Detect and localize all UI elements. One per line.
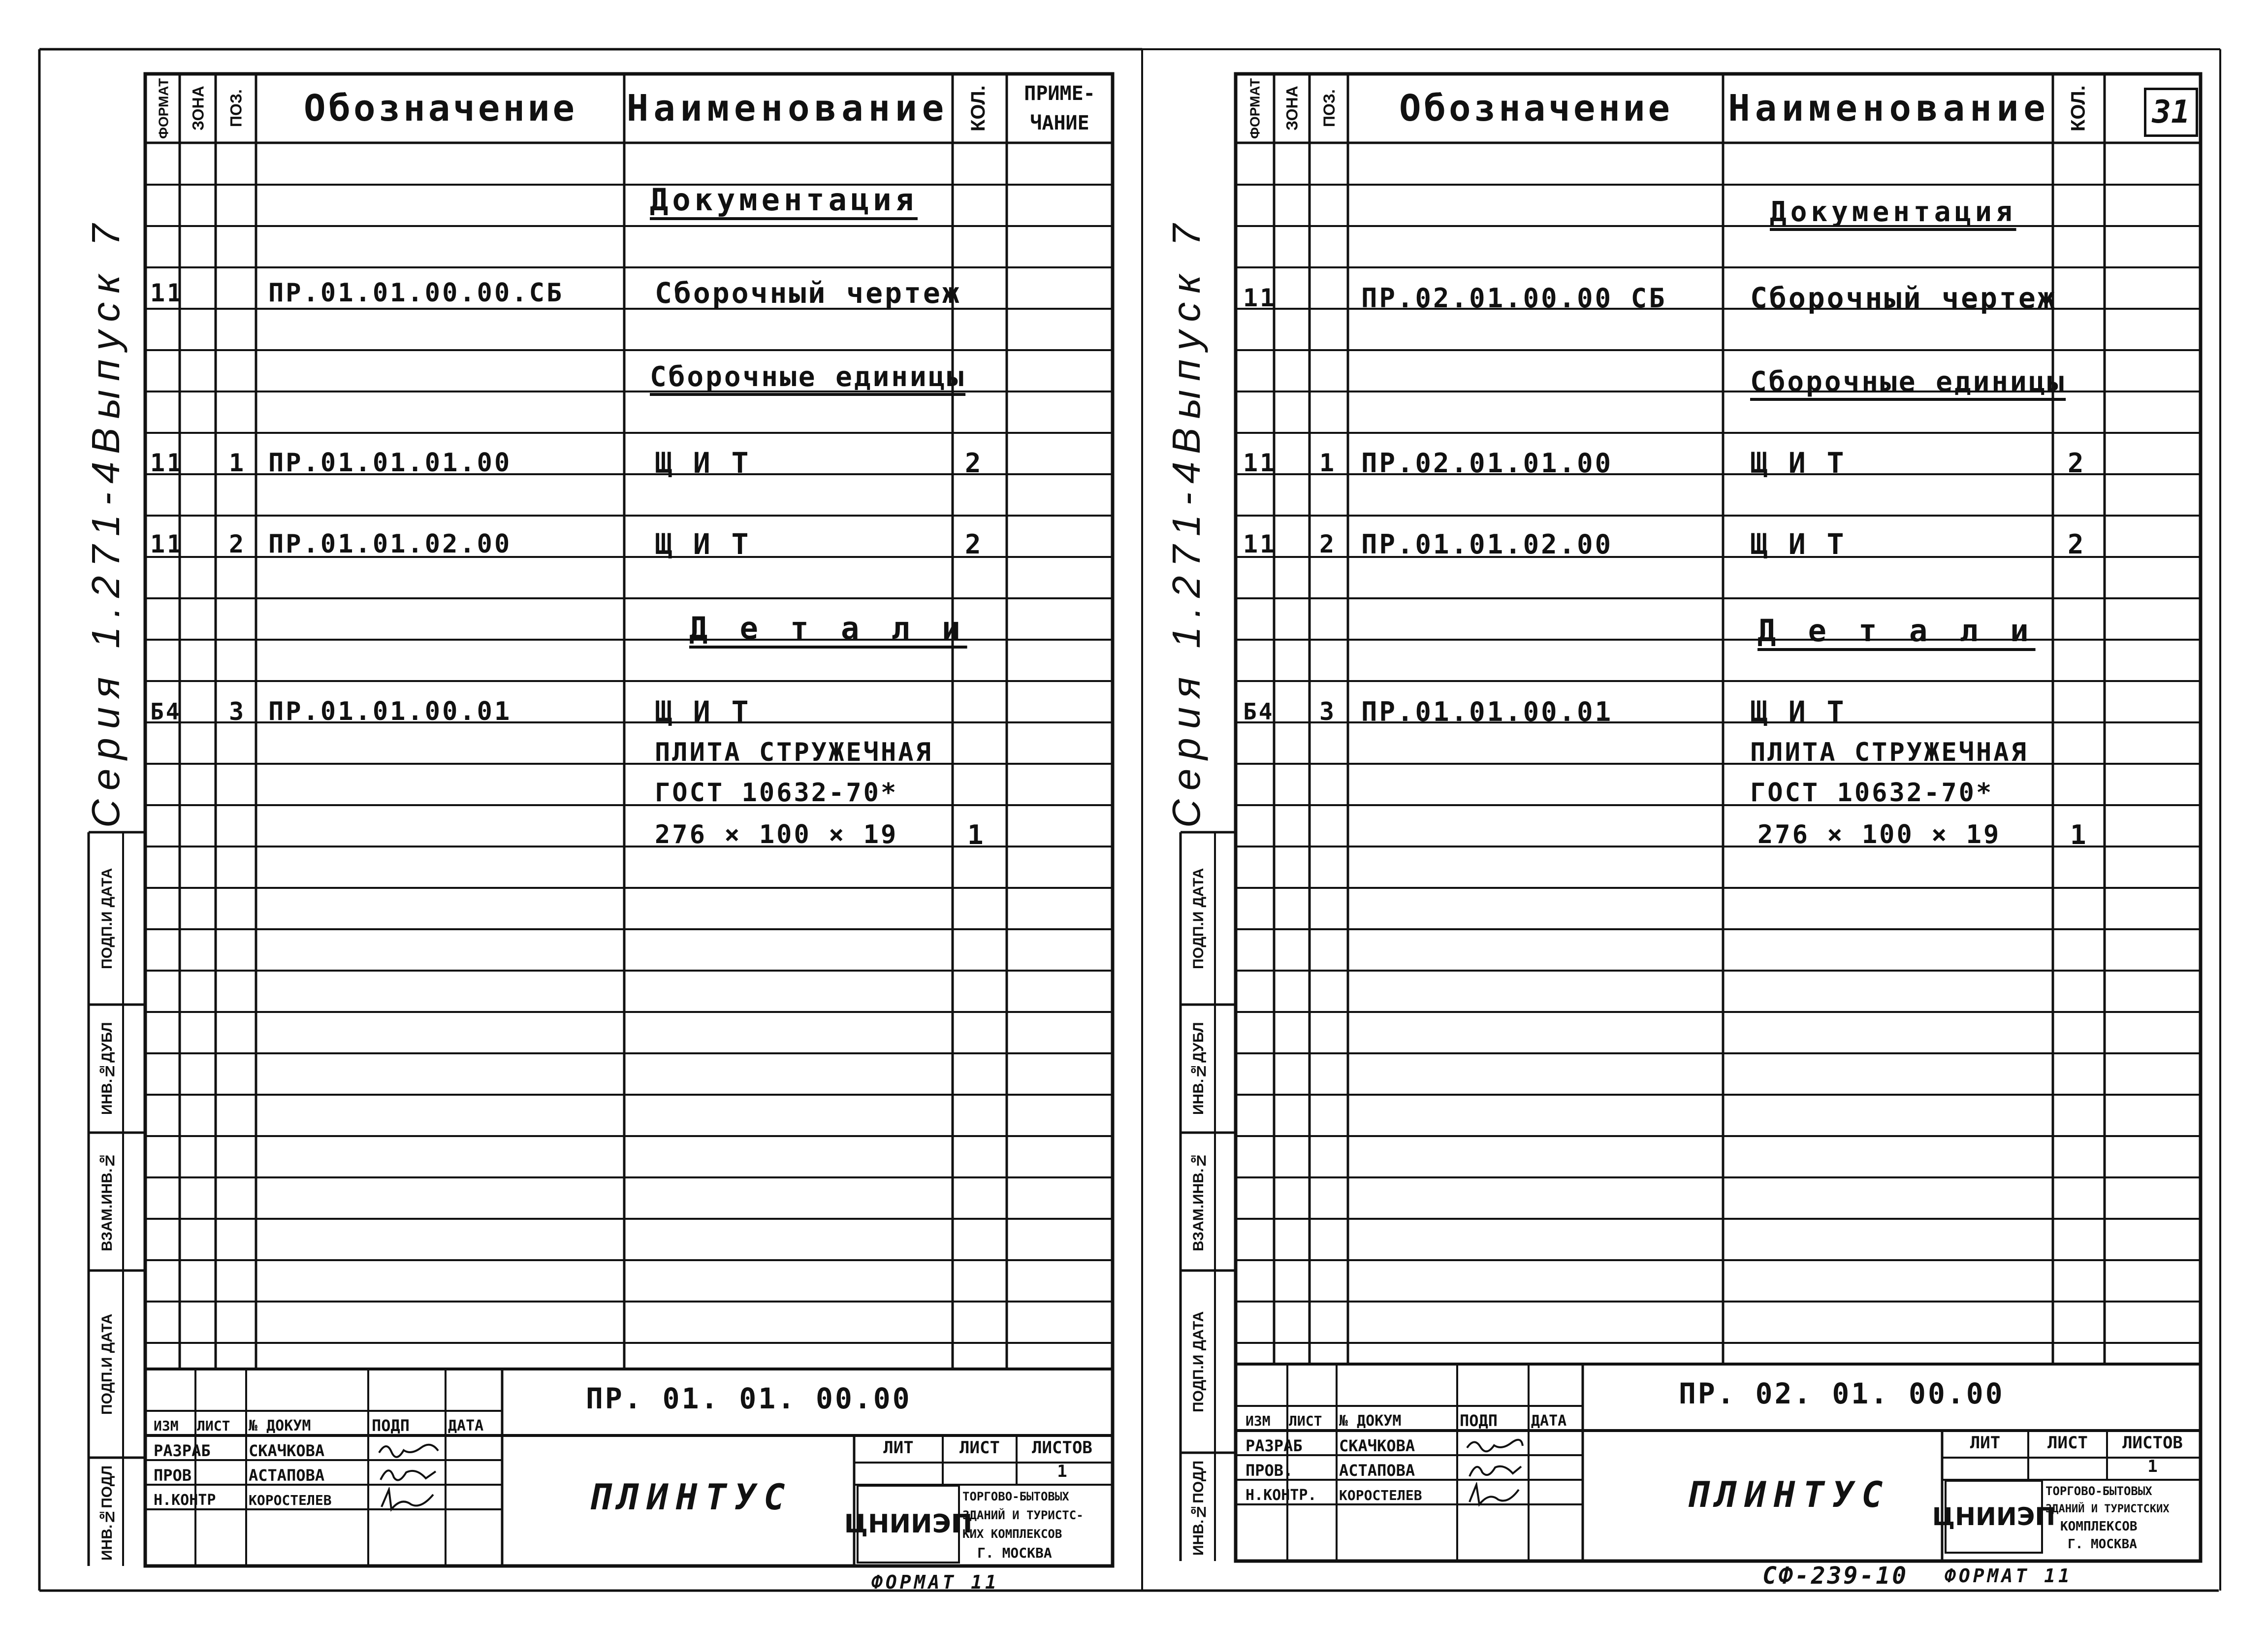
margin-label-inv-podl: ИНВ.№ПОДЛ — [1190, 1460, 1207, 1556]
org-logo: ЦНИИЭП — [1945, 1480, 2043, 1554]
row6-name: ГОСТ 10632-70* — [655, 778, 898, 808]
stamp-col-izm: ИЗМ — [154, 1417, 179, 1434]
row1-designation: ПР.02.01.00.00 СБ — [1361, 282, 1667, 314]
row3-quantity: 2 — [2068, 528, 2086, 560]
stamp-razrab-role: РАЗРАБ — [154, 1441, 211, 1460]
header-designation: Обозначение — [1399, 87, 1673, 130]
row2-quantity: 2 — [2068, 447, 2086, 479]
margin-label-inv-dubl: ИНВ.№ДУБЛ — [99, 1022, 115, 1115]
stamp-razrab-role: РАЗРАБ — [1246, 1436, 1303, 1455]
org-line-3: КОМПЛЕКСОВ — [2060, 1519, 2138, 1534]
stamp-title: ПЛИНТУС — [1686, 1474, 1891, 1515]
row2-position: 1 — [1319, 449, 1337, 477]
row7-name: 276 × 100 × 19 — [655, 820, 898, 849]
row1-format: 11 — [150, 279, 184, 307]
row5-name: ПЛИТА СТРУЖЕЧНАЯ — [655, 738, 933, 767]
signature-razrab — [1465, 1433, 1524, 1458]
row2-quantity: 2 — [965, 447, 983, 479]
row4-format: Б4 — [150, 698, 182, 725]
header-note-line2: ЧАНИЕ — [1030, 112, 1089, 134]
stamp-lit: ЛИТ — [1970, 1433, 2001, 1453]
row4-name: Щ И Т — [1750, 695, 1846, 728]
section-details: Д е т а л и — [1757, 612, 2036, 649]
stamp-prov-role: ПРОВ. — [1246, 1461, 1293, 1480]
issue-label: Выпуск 7 — [84, 215, 128, 455]
row4-position: 3 — [1319, 697, 1337, 726]
org-line-4: Г. МОСКВА — [2068, 1537, 2137, 1552]
stamp-prov-name: АСТАПОВА — [1339, 1461, 1415, 1480]
stamp-col-data: ДАТА — [1531, 1412, 1567, 1430]
stamp-list: ЛИСТ — [2047, 1433, 2088, 1453]
stamp-nkontr-role: Н.КОНТР — [154, 1491, 216, 1509]
row3-quantity: 2 — [965, 528, 983, 560]
margin-label-vzam-inv: ВЗАМ.ИНВ.№ — [1190, 1152, 1207, 1251]
section-assembly-units: Сборочные единицы — [1750, 365, 2066, 398]
row1-name: Сборочный чертеж — [1750, 281, 2057, 315]
issue-label: Выпуск 7 — [1164, 215, 1208, 455]
footer-format: ФОРМАТ 11 — [871, 1571, 999, 1593]
header-zone: ЗОНА — [189, 86, 207, 131]
row4-designation: ПР.01.01.00.01 — [1361, 696, 1613, 727]
signature-nkontr — [1465, 1482, 1524, 1509]
margin-label-podp-data-2: ПОДП.И ДАТА — [1190, 868, 1207, 969]
signature-nkontr — [377, 1487, 441, 1514]
row3-designation: ПР.01.01.02.00 — [1361, 528, 1613, 560]
row2-designation: ПР.01.01.01.00 — [268, 448, 512, 478]
stamp-col-list: ЛИСТ — [1289, 1412, 1322, 1429]
org-line-2: ЗДАНИЙ И ТУРИСТСКИХ — [2045, 1502, 2170, 1515]
header-quantity: КОЛ. — [2067, 85, 2089, 131]
series-label: Серия 1.271-4 — [1164, 453, 1208, 828]
section-documentation: Документация — [1770, 195, 2016, 228]
page-number: 31 — [2144, 88, 2198, 137]
header-position: ПОЗ. — [227, 89, 245, 128]
row2-name: Щ И Т — [1750, 446, 1846, 480]
row3-format: 11 — [1243, 530, 1277, 558]
section-details: Д е т а л и — [689, 610, 967, 646]
row4-name: Щ И Т — [655, 695, 751, 728]
stamp-prov-name: АСТАПОВА — [249, 1466, 325, 1485]
signature-prov — [377, 1463, 441, 1487]
section-documentation: Документация — [650, 181, 918, 218]
stamp-title: ПЛИНТУС — [588, 1476, 793, 1518]
row3-format: 11 — [150, 530, 184, 558]
header-format: ФОРМАТ — [156, 78, 171, 139]
stamp-listov: ЛИСТОВ — [2122, 1433, 2183, 1453]
row3-designation: ПР.01.01.02.00 — [268, 529, 512, 559]
header-name: Наименование — [626, 87, 949, 130]
header-note-line1: ПРИМЕ- — [1024, 82, 1095, 105]
stamp-nkontr-name: КОРОСТЕЛЕВ — [1339, 1487, 1422, 1503]
stamp-code: ПР. 01. 01. 00.00 — [586, 1382, 912, 1415]
stamp-col-ndokum: № ДОКУМ — [1339, 1412, 1402, 1430]
signature-razrab — [377, 1438, 441, 1463]
row2-format: 11 — [1243, 449, 1277, 477]
stamp-prov-role: ПРОВ — [154, 1466, 192, 1485]
header-zone: ЗОНА — [1283, 86, 1301, 131]
row1-format: 11 — [1243, 284, 1277, 312]
stamp-lit: ЛИТ — [883, 1438, 914, 1458]
stamp-razrab-name: СКАЧКОВА — [1339, 1436, 1415, 1455]
row2-designation: ПР.02.01.01.00 — [1361, 447, 1613, 479]
stamp-col-izm: ИЗМ — [1246, 1412, 1271, 1429]
margin-label-inv-dubl: ИНВ.№ДУБЛ — [1190, 1022, 1207, 1115]
header-position: ПОЗ. — [1320, 89, 1338, 128]
org-line-4: Г. МОСКВА — [977, 1544, 1052, 1561]
row2-position: 1 — [229, 449, 246, 477]
section-assembly-units: Сборочные единицы — [650, 360, 966, 393]
margin-label-podp-data-1: ПОДП.И ДАТА — [1190, 1311, 1207, 1412]
margin-label-podp-data-2: ПОДП.И ДАТА — [99, 868, 115, 969]
stamp-col-ndokum: № ДОКУМ — [249, 1417, 311, 1434]
org-line-2: ЗДАНИЙ И ТУРИСТС- — [962, 1508, 1084, 1522]
row7-name: 276 × 100 × 19 — [1757, 820, 2001, 849]
header-name: Наименование — [1728, 87, 2050, 130]
row6-name: ГОСТ 10632-70* — [1750, 778, 1994, 808]
row4-designation: ПР.01.01.00.01 — [268, 697, 512, 726]
margin-label-podp-data-1: ПОДП.И ДАТА — [99, 1313, 115, 1415]
header-format: ФОРМАТ — [1247, 78, 1263, 139]
row1-name: Сборочный чертеж — [655, 276, 961, 310]
signature-prov — [1465, 1458, 1524, 1482]
stamp-col-list: ЛИСТ — [197, 1417, 230, 1434]
stamp-nkontr-name: КОРОСТЕЛЕВ — [249, 1492, 332, 1508]
row5-name: ПЛИТА СТРУЖЕЧНАЯ — [1750, 738, 2028, 767]
footer-format: ФОРМАТ 11 — [1945, 1565, 2073, 1587]
row4-format: Б4 — [1243, 698, 1275, 725]
footer-stamp-code: СФ-239-10 — [1762, 1562, 1909, 1590]
margin-label-vzam-inv: ВЗАМ.ИНВ.№ — [99, 1152, 115, 1251]
row3-name: Щ И Т — [655, 527, 751, 561]
row3-position: 2 — [1319, 530, 1337, 558]
row3-name: Щ И Т — [1750, 527, 1846, 561]
series-label: Серия 1.271-4 — [84, 453, 128, 828]
stamp-listov-value: 1 — [2147, 1456, 2158, 1476]
row7-quantity: 1 — [967, 819, 986, 850]
row2-format: 11 — [150, 449, 184, 477]
row3-position: 2 — [229, 530, 246, 558]
stamp-code: ПР. 02. 01. 00.00 — [1679, 1377, 2005, 1410]
stamp-razrab-name: СКАЧКОВА — [249, 1441, 325, 1460]
row2-name: Щ И Т — [655, 446, 751, 480]
row4-position: 3 — [229, 697, 246, 726]
header-designation: Обозначение — [303, 87, 578, 130]
org-line-1: ТОРГОВО-БЫТОВЫХ — [962, 1490, 1069, 1503]
row7-quantity: 1 — [2070, 819, 2088, 850]
stamp-listov-value: 1 — [1057, 1461, 1067, 1481]
row1-designation: ПР.01.01.00.00.СБ — [268, 278, 564, 308]
stamp-col-podp: ПОДП — [1460, 1411, 1498, 1430]
stamp-col-data: ДАТА — [448, 1417, 484, 1434]
header-quantity: КОЛ. — [967, 85, 989, 131]
stamp-nkontr-role: Н.КОНТР. — [1246, 1486, 1317, 1504]
org-line-3: КИХ КОМПЛЕКСОВ — [962, 1527, 1062, 1541]
org-line-1: ТОРГОВО-БЫТОВЫХ — [2045, 1484, 2152, 1498]
margin-label-inv-podl: ИНВ.№ПОДЛ — [99, 1465, 115, 1561]
stamp-list: ЛИСТ — [959, 1438, 1000, 1458]
stamp-col-podp: ПОДП — [372, 1416, 410, 1435]
org-logo: ЦНИИЭП — [857, 1485, 960, 1564]
stamp-listov: ЛИСТОВ — [1032, 1438, 1092, 1458]
